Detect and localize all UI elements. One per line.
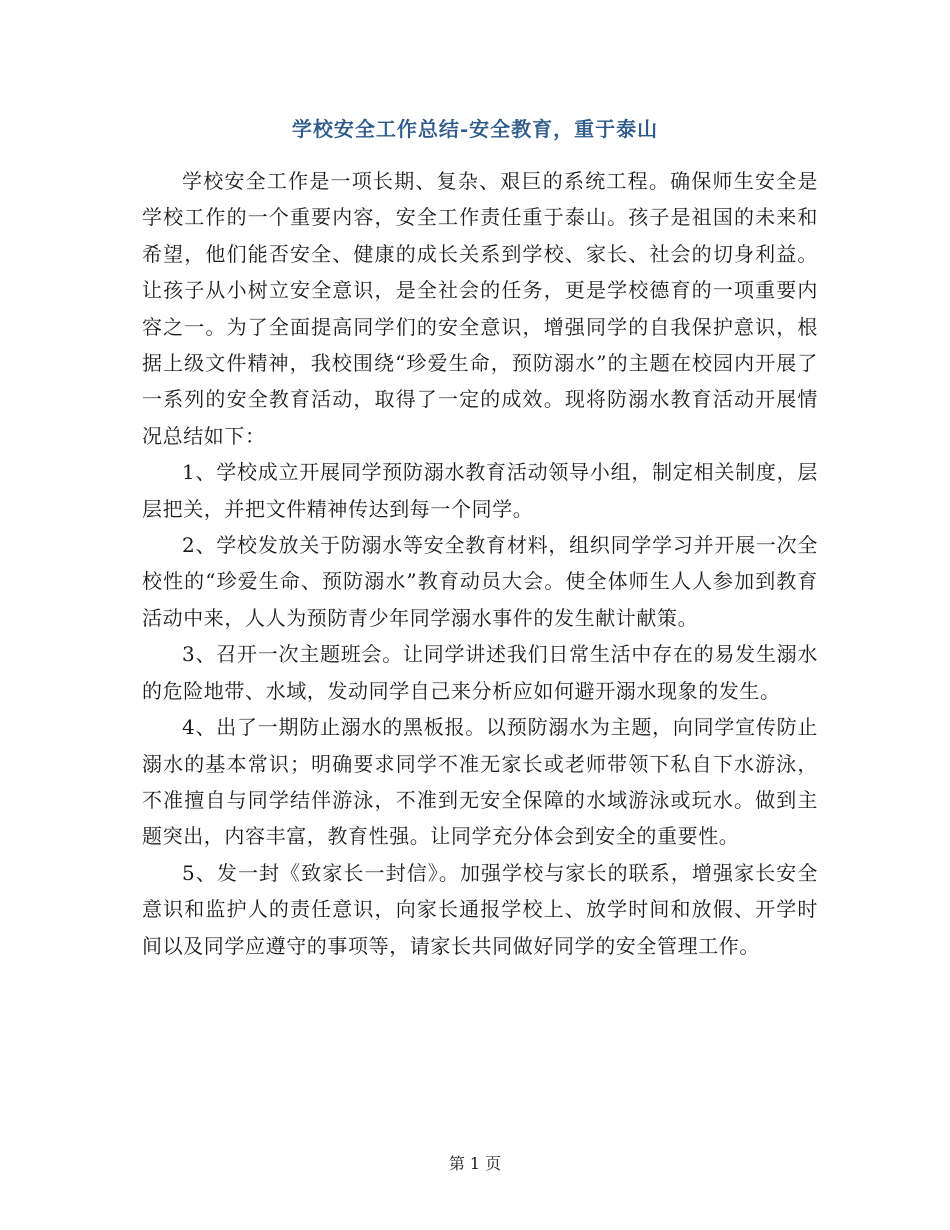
page-number: 第 1 页 bbox=[448, 1154, 502, 1173]
paragraph-item-4: 4、出了一期防止溺水的黑板报。以预防溺水为主题，向同学宣传防止溺水的基本常识；明确要求同学不准无家长或老师带领下私自下水游泳，不准擅自与同学结伴游泳，不准到无安全保障的水域游泳或玩水。做到主题突出，内容丰富，教育性强。让同学充分体会到安全的重要性。 bbox=[142, 715, 818, 849]
paragraph-item-5: 5、发一封《致家长一封信》。加强学校与家长的联系，增强家长安全意识和监护人的责任意识，向家长通报学校上、放学时间和放假、开学时间以及同学应遵守的事项等，请家长共同做好同学的安全管理工作。 bbox=[142, 860, 818, 958]
paragraph-item-3: 3、召开一次主题班会。让同学讲述我们日常生活中存在的易发生溺水的危险地带、水域，发动同学自己来分析应如何避开溺水现象的发生。 bbox=[142, 642, 818, 703]
paragraph-intro: 学校安全工作是一项长期、复杂、艰巨的系统工程。确保师生安全是学校工作的一个重要内容，安全工作责任重于泰山。孩子是祖国的未来和希望，他们能否安全、健康的成长关系到学校、家长、社会的切身利益。让孩子从小树立安全意识，是全社会的任务，更是学校德育的一项重要内容之一。为了全面提高同学们的安全意识，增强同学的自我保护意识，根据上级文件精神，我校围绕“珍爱生命，预防溺水”的主题在校园内开展了一系列的安全教育活动，取得了一定的成效。现将防溺水教育活动开展情况总结如下： bbox=[142, 169, 818, 448]
paragraph-item-2: 2、学校发放关于防溺水等安全教育材料，组织同学学习并开展一次全校性的“珍爱生命、预防溺水”教育动员大会。使全体师生人人参加到教育活动中来，人人为预防青少年同学溺水事件的发生献计献策。 bbox=[142, 533, 818, 630]
document-title: 学校安全工作总结-安全教育，重于泰山 bbox=[291, 117, 659, 141]
paragraph-item-1: 1、学校成立开展同学预防溺水教育活动领导小组，制定相关制度，层层把关，并把文件精神传达到每一个同学。 bbox=[142, 460, 818, 521]
document-body bbox=[142, 163, 818, 964]
